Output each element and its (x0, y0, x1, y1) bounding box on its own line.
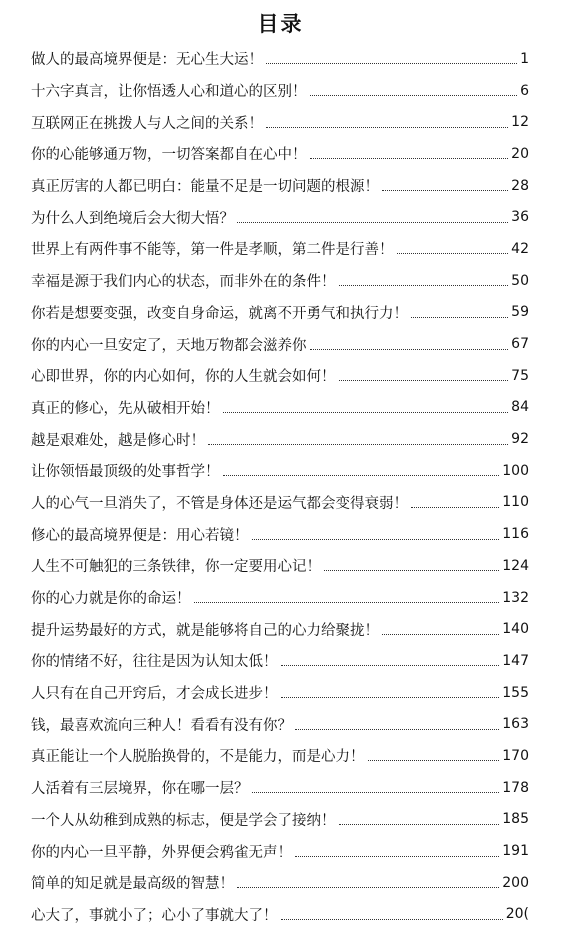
toc-entry (31, 835, 529, 867)
toc-entry-title: 提升运势最好的方式，就是能够将自己的心力给聚拢！ (31, 619, 382, 640)
toc-entry-title: 你的内心一旦平静，外界便会鸦雀无声！ (31, 841, 295, 862)
toc-entry-title: 为什么人到绝境后会大彻大悟？ (31, 207, 237, 228)
dot-leader (223, 412, 509, 413)
toc-entry-page-number: 140 (499, 621, 529, 637)
toc-entry-title: 做人的最高境界便是：无心生大运！ (31, 48, 266, 69)
dot-leader (339, 380, 509, 381)
dot-leader (266, 63, 517, 64)
toc-entry-title: 简单的知足就是最高级的智慧！ (31, 872, 237, 893)
dot-leader (237, 222, 508, 223)
toc-entry-page-number: 110 (499, 494, 529, 510)
toc-entry (31, 487, 529, 519)
dot-leader (281, 919, 503, 920)
dot-leader (266, 127, 508, 128)
toc-entry (31, 708, 529, 740)
dot-leader (411, 507, 499, 508)
toc-entry (31, 75, 529, 107)
toc-entry-page-number: 12 (508, 114, 529, 130)
toc-entry (31, 328, 529, 360)
toc-entry-page-number: 116 (499, 526, 529, 542)
toc-entry-page-number: 75 (508, 368, 529, 384)
toc-entry (31, 550, 529, 582)
toc-entry-title: 越是艰难处，越是修心时！ (31, 429, 208, 450)
toc-entry-title: 你的情绪不好，往往是因为认知太低！ (31, 650, 281, 671)
dot-leader (281, 665, 500, 666)
toc-entry (31, 613, 529, 645)
toc-entry (31, 740, 529, 772)
toc-entry (31, 201, 529, 233)
toc-entry (31, 677, 529, 709)
toc-entry (31, 297, 529, 329)
toc-entry-title: 你的心力就是你的命运！ (31, 587, 194, 608)
toc-entry-page-number: 42 (508, 241, 529, 257)
dot-leader (339, 285, 509, 286)
toc-entry-page-number: 67 (508, 336, 529, 352)
toc-entry (31, 392, 529, 424)
toc-entry (31, 106, 529, 138)
toc-entry-title: 人只有在自己开窍后，才会成长进步！ (31, 682, 281, 703)
toc-entry (31, 518, 529, 550)
toc-entry-page-number: 50 (508, 273, 529, 289)
toc-entry-page-number: 100 (499, 463, 529, 479)
dot-leader (194, 602, 500, 603)
toc-entry-title: 十六字真言，让你悟透人心和道心的区别！ (31, 80, 310, 101)
dot-leader (223, 475, 500, 476)
toc-entry-page-number: 6 (517, 83, 529, 99)
toc-entry-title: 你的心能够通万物，一切答案都自在心中！ (31, 143, 310, 164)
toc-entry-title: 真正的修心，先从破相开始！ (31, 397, 223, 418)
toc-entry-title: 修心的最高境界便是：用心若镜！ (31, 524, 252, 545)
toc-entry (31, 804, 529, 836)
toc-entry-page-number: 92 (508, 431, 529, 447)
toc-entry (31, 772, 529, 804)
toc-entry-page-number: 178 (499, 780, 529, 796)
dot-leader (411, 317, 508, 318)
dot-leader (208, 444, 508, 445)
toc-entry-title: 真正厉害的人都已明白：能量不足是一切问题的根源！ (31, 175, 382, 196)
toc-entry (31, 867, 529, 899)
dot-leader (295, 729, 499, 730)
dot-leader (252, 792, 500, 793)
toc-entry-page-number: 191 (499, 843, 529, 859)
table-of-contents (31, 43, 529, 930)
dot-leader (397, 253, 509, 254)
dot-leader (310, 349, 509, 350)
dot-leader (310, 158, 509, 159)
toc-entry-title: 心即世界，你的内心如何，你的人生就会如何！ (31, 365, 339, 386)
dot-leader (382, 190, 508, 191)
toc-entry-title: 人活着有三层境界，你在哪一层？ (31, 777, 252, 798)
toc-entry-title: 一个人从幼稚到成熟的标志，便是学会了接纳！ (31, 809, 339, 830)
toc-entry-title: 世界上有两件事不能等，第一件是孝顺，第二件是行善！ (31, 238, 397, 259)
toc-entry-page-number: 170 (499, 748, 529, 764)
page-edge-fade (539, 903, 559, 927)
toc-entry-page-number: 59 (508, 304, 529, 320)
dot-leader (339, 824, 500, 825)
dot-leader (237, 887, 499, 888)
toc-entry-title: 心大了，事就小了；心小了事就大了！ (31, 904, 281, 925)
toc-entry (31, 582, 529, 614)
toc-entry-page-number: 185 (499, 811, 529, 827)
toc-entry-page-number: 132 (499, 590, 529, 606)
dot-leader (310, 95, 518, 96)
toc-entry-title: 人的心气一旦消失了，不管是身体还是运气都会变得衰弱！ (31, 492, 411, 513)
toc-entry (31, 455, 529, 487)
dot-leader (281, 697, 500, 698)
toc-entry-page-number: 28 (508, 178, 529, 194)
toc-entry (31, 43, 529, 75)
toc-entry-page-number: 200 (499, 875, 529, 891)
toc-entry-page-number: 84 (508, 399, 529, 415)
toc-entry (31, 360, 529, 392)
toc-entry-title: 让你领悟最顶级的处事哲学！ (31, 460, 223, 481)
toc-entry-page-number: 1 (517, 51, 529, 67)
toc-entry (31, 265, 529, 297)
toc-entry (31, 138, 529, 170)
toc-entry-page-number: 147 (499, 653, 529, 669)
dot-leader (324, 570, 499, 571)
toc-entry-page-number: 20( (503, 906, 529, 922)
toc-entry-title: 互联网正在挑拨人与人之间的关系！ (31, 112, 266, 133)
toc-entry (31, 899, 529, 931)
toc-entry (31, 170, 529, 202)
toc-entry-title: 你若是想要变强，改变自身命运，就离不开勇气和执行力！ (31, 302, 411, 323)
toc-entry-page-number: 36 (508, 209, 529, 225)
dot-leader (252, 539, 500, 540)
toc-entry-title: 真正能让一个人脱胎换骨的，不是能力，而是心力！ (31, 745, 368, 766)
toc-entry-title: 幸福是源于我们内心的状态，而非外在的条件！ (31, 270, 339, 291)
dot-leader (368, 760, 500, 761)
toc-entry-page-number: 20 (508, 146, 529, 162)
dot-leader (295, 856, 499, 857)
dot-leader (382, 634, 499, 635)
toc-entry (31, 423, 529, 455)
toc-entry-title: 你的内心一旦安定了，天地万物都会滋养你 (31, 334, 310, 355)
toc-entry-page-number: 124 (499, 558, 529, 574)
toc-entry (31, 645, 529, 677)
toc-entry-page-number: 163 (499, 716, 529, 732)
toc-entry-title: 人生不可触犯的三条铁律，你一定要用心记！ (31, 555, 324, 576)
toc-entry-page-number: 155 (499, 685, 529, 701)
toc-entry (31, 233, 529, 265)
toc-entry-title: 钱，最喜欢流向三种人！看看有没有你？ (31, 714, 295, 735)
page-title: 目录 (257, 12, 304, 36)
